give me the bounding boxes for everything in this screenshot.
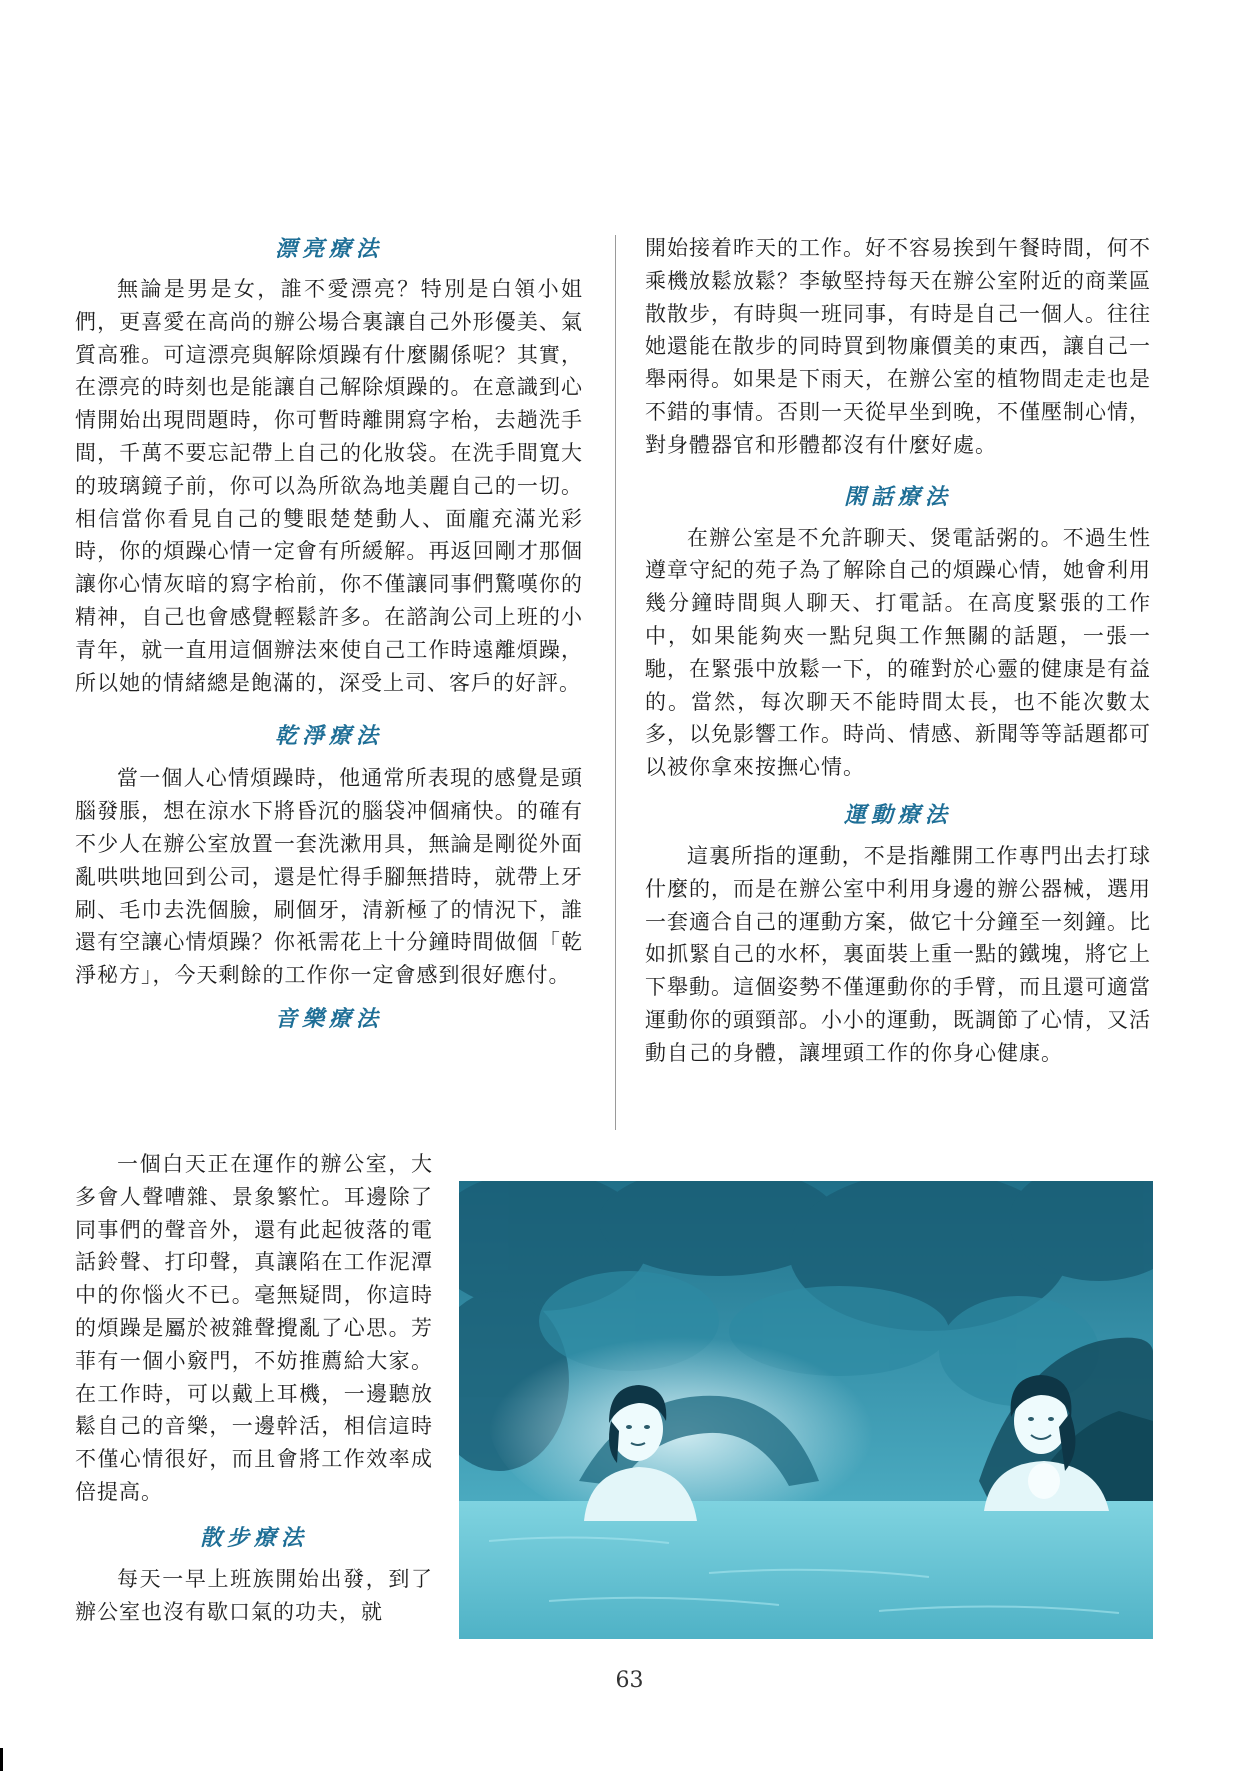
paragraph-chat-therapy: 在辦公室是不允許聊天、煲電話粥的。不過生性遵章守紀的苑子為了解除自己的煩躁心情，她會利用幾分鐘時間與人聊天、打電話。在高度緊張的工作中，如果能夠夾一點兒與工作無關的話題，一張一馳，在緊張中放鬆一下，的確對於心靈的健康是有益的。當然，每次聊天不能時間太長，也不能次數太多，以免影響工作。時尚、情感、新聞等等話題都可以被你拿來按撫心情。 [645,525,1151,780]
paragraph-walk-therapy: 每天一早上班族開始出發，到了辦公室也沒有歇口氣的功夫，就 [75,1566,433,1624]
paragraph-music-therapy: 一個白天正在運作的辦公室，大多會人聲嘈雜、景象繁忙。耳邊除了同事們的聲音外，還有此起彼落的電話鈴聲、打印聲，真讓陷在工作泥潭中的你惱火不已。毫無疑問，你這時的煩躁是屬於被雜聲攪亂了心思。芳菲有一個小竅門，不妨推薦給大家。在工作時，可以戴上耳機，一邊聽放鬆自己的音樂，一邊幹活，相信這時不僅心情很好，而且會將工作效率成倍提高。 [75,1152,433,1504]
heading-walk-therapy: 散步療法 [199,1524,308,1551]
paragraph-walk-therapy-continued: 開始接着昨天的工作。好不容易挨到午餐時間，何不乘機放鬆放鬆？李敏堅持每天在辦公室附近的商業區散散步，有時與一班同事，有時是自己一個人。往往她還能在散步的同時買到物廉價美的東西，讓自己一舉兩得。如果是下雨天，在辦公室的植物間走走也是不錯的事情。否則一天從早坐到晚，不僅壓制心情，對身體器官和形體都沒有什麼好處。 [645,236,1151,457]
hot-spring-illustration [459,1181,1153,1639]
heading-music-therapy: 音樂療法 [274,1005,383,1032]
paragraph-exercise-therapy: 這裏所指的運動，不是指離開工作專門出去打球什麼的，而是在辦公室中利用身邊的辦公器械，選用一套適合自己的運動方案，做它十分鐘至一刻鐘。比如抓緊自己的水杯，裏面裝上重一點的鐵塊，將它上下舉動。這個姿勢不僅運動你的手臂，而且還可適當運動你的頭頸部。小小的運動，既調節了心情，又活動自己的身體，讓埋頭工作的你身心健康。 [645,843,1151,1065]
heading-chat-therapy: 閑話療法 [843,483,952,510]
left-column-narrow [75,1148,433,1628]
hot-spring-photo [459,1181,1153,1639]
heading-beauty-therapy: 漂亮療法 [274,236,383,262]
right-column [645,232,1151,1070]
scan-edge-mark [0,1748,3,1771]
left-column-top [75,234,583,1034]
paragraph-clean-therapy: 當一個人心情煩躁時，他通常所表現的感覺是頭腦發脹，想在涼水下將昏沉的腦袋冲個痛快。的確有不少人在辦公室放置一套洗漱用具，無論是剛從外面亂哄哄地回到公司，還是忙得手腳無措時，就帶上牙刷、毛巾去洗個臉，刷個牙，清新極了的情況下，誰還有空讓心情煩躁？你衹需花上十分鐘時間做個「乾淨秘方」，今天剩餘的工作你一定會感到很好應付。 [75,766,583,988]
page-number: 63 [615,1668,644,1693]
heading-clean-therapy: 乾淨療法 [274,723,383,750]
column-divider [615,235,616,1130]
heading-exercise-therapy: 運動療法 [843,801,952,828]
paragraph-beauty-therapy: 無論是男是女，誰不愛漂亮？特別是白領小姐們，更喜愛在高尚的辦公場合裏讓自己外形優美、氣質高雅。可這漂亮與解除煩躁有什麼關係呢？其實，在漂亮的時刻也是能讓自己解除煩躁的。在意識到心情開始出現問題時，你可暫時離開寫字枱，去趟洗手間，千萬不要忘記帶上自己的化妝袋。在洗手間寬大的玻璃鏡子前，你可以為所欲為地美麗自己的一切。相信當你看見自己的雙眼楚楚動人、面龐充滿光彩時，你的煩躁心情一定會有所緩解。再返回剛才那個讓你心情灰暗的寫字枱前，你不僅讓同事們驚嘆你的精神，自己也會感覺輕鬆許多。在諮詢公司上班的小青年，就一直用這個辦法來使自己工作時遠離煩躁，所以她的情緒總是飽滿的，深受上司、客戶的好評。 [75,277,583,695]
